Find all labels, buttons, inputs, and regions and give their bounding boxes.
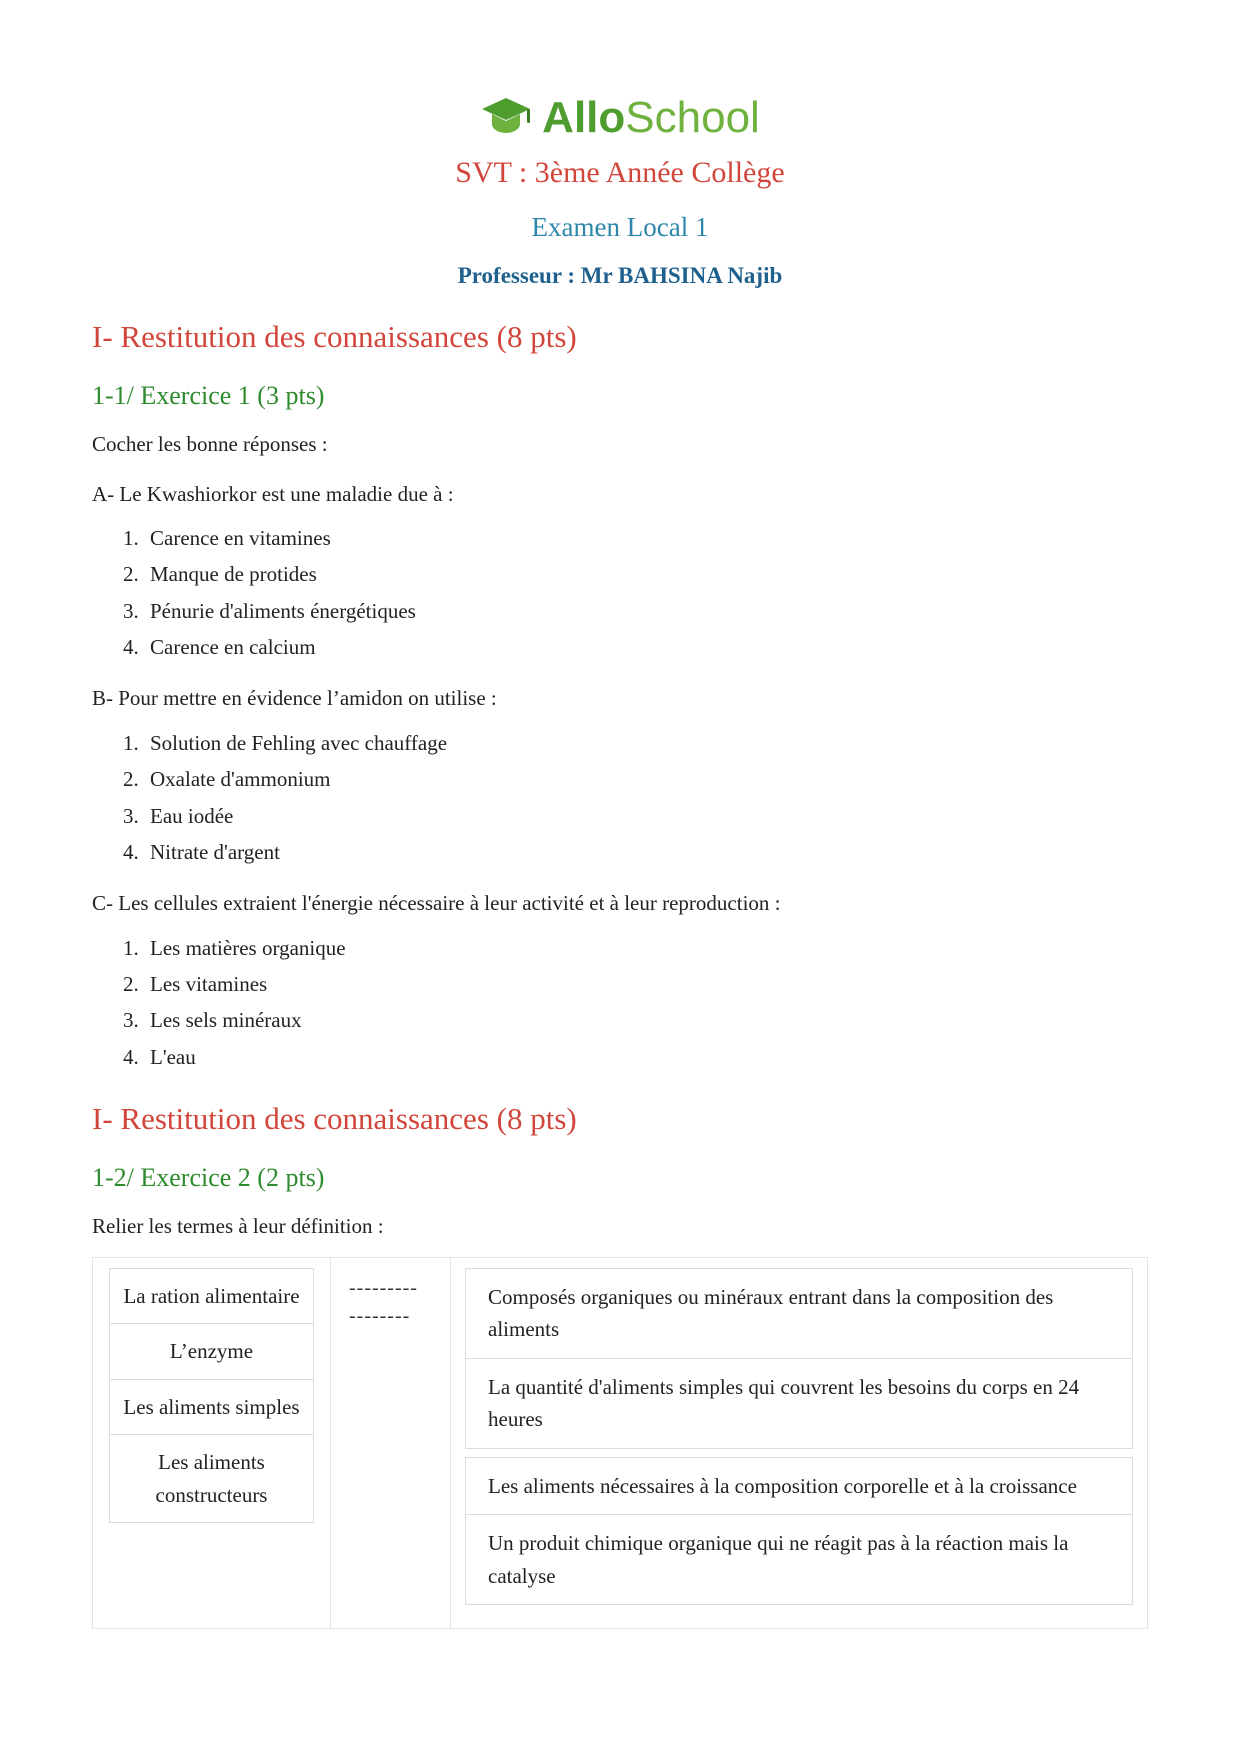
definitions-column (451, 1258, 1147, 1628)
connector-dashes: -------- (349, 1304, 411, 1327)
choice-item: 2. Oxalate d'ammonium (144, 765, 1148, 793)
document-title: SVT : 3ème Année Collège (455, 156, 785, 189)
choice-item: 1. Solution de Fehling avec chauffage (144, 729, 1148, 757)
exercise2-heading: 1-2/ Exercice 2 (2 pts) (92, 1163, 325, 1193)
term-cell: La ration alimentaire (109, 1268, 314, 1325)
choice-item: 4. Carence en calcium (144, 633, 1148, 661)
connector-dashes: --------- (349, 1276, 418, 1299)
question-c-label: C- Les cellules extraient l'énergie nécessaire à leur activité et à leur reproduction : (92, 891, 781, 916)
choice-item: 2. Les vitamines (144, 970, 1148, 998)
exam-subtitle: Examen Local 1 (531, 212, 709, 242)
document-content (0, 319, 1240, 1629)
choice-item: 1. Les matières organique (144, 934, 1148, 962)
choice-item: 3. Les sels minéraux (144, 1006, 1148, 1034)
choice-item: 4. Nitrate d'argent (144, 838, 1148, 866)
question-c-choices (92, 934, 1148, 1071)
alloschool-logo (0, 93, 1240, 142)
choice-item: 1. Carence en vitamines (144, 524, 1148, 552)
logo-school-text: School (625, 93, 760, 142)
exercise1-heading: 1-1/ Exercice 1 (3 pts) (92, 381, 325, 410)
logo-wordmark (542, 93, 760, 142)
question-a-choices (92, 524, 1148, 661)
question-b-label: B- Pour mettre en évidence l’amidon on utilise : (92, 686, 497, 711)
graduation-cap-icon (480, 96, 532, 140)
question-b-choices (92, 729, 1148, 866)
terms-column (93, 1258, 331, 1628)
choice-item: 4. L'eau (144, 1043, 1148, 1071)
definition-cell: Un produit chimique organique qui ne réagit pas à la réaction mais la catalyse (465, 1514, 1133, 1605)
connector-column (331, 1258, 451, 1628)
choice-item: 3. Pénurie d'aliments énergétiques (144, 597, 1148, 625)
question-a-label: A- Le Kwashiorkor est une maladie due à : (92, 481, 454, 506)
exercise1-intro: Cocher les bonne réponses : (92, 432, 328, 456)
section2-heading: I- Restitution des connaissances (8 pts) (92, 1101, 577, 1137)
exercise2-intro: Relier les termes à leur définition : (92, 1214, 384, 1239)
term-cell: L’enzyme (109, 1323, 314, 1380)
choice-item: 3. Eau iodée (144, 802, 1148, 830)
section1-heading: I- Restitution des connaissances (8 pts) (92, 319, 577, 354)
definition-cell: Les aliments nécessaires à la composition corporelle et à la croissance (465, 1457, 1133, 1516)
definition-cell: Composés organiques ou minéraux entrant dans la composition des aliments (465, 1268, 1133, 1359)
definition-cell: La quantité d'aliments simples qui couvrent les besoins du corps en 24 heures (465, 1358, 1133, 1449)
logo-allo-text: Allo (542, 93, 626, 142)
term-cell: Les aliments simples (109, 1379, 314, 1436)
matching-table (92, 1257, 1148, 1629)
term-cell: Les aliments constructeurs (109, 1434, 314, 1523)
professor-line: Professeur : Mr BAHSINA Najib (457, 263, 783, 288)
choice-item: 2. Manque de protides (144, 560, 1148, 588)
